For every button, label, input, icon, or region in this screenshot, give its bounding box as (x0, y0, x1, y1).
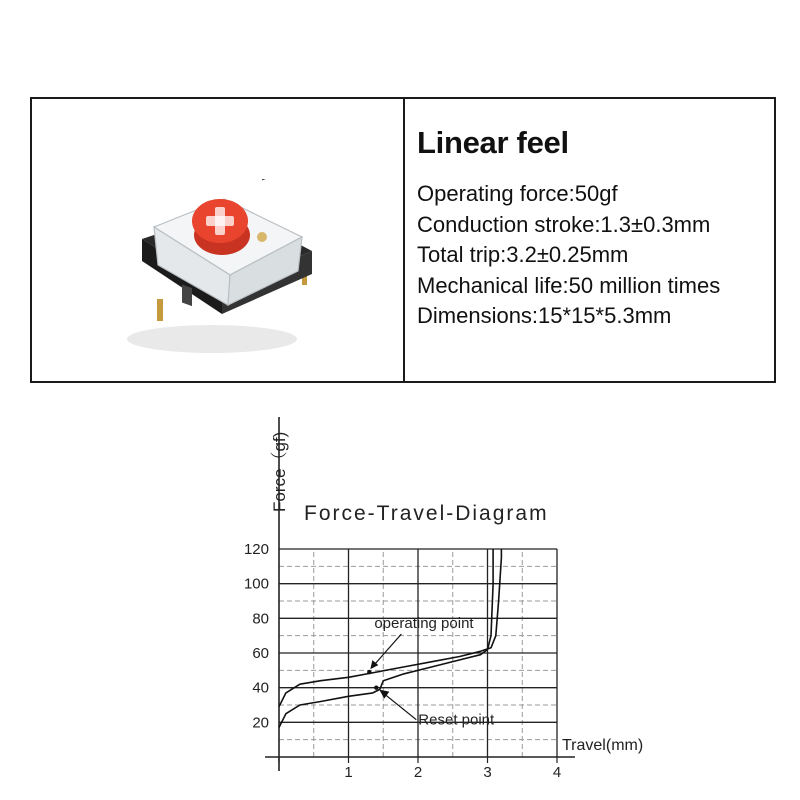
x-tick-label: 3 (483, 764, 492, 781)
reset-point-marker (374, 685, 378, 689)
spec-dimensions: Dimensions:15*15*5.3mm (417, 303, 672, 328)
stem-cross (206, 216, 234, 226)
y-axis-label: Force（gf) (270, 431, 289, 512)
force-curve-release (279, 549, 493, 728)
reset-point-label: Reset point (418, 711, 495, 729)
y-tick-label: 80 (252, 610, 269, 628)
chart-labels (244, 541, 561, 781)
force-travel-chart (0, 400, 800, 800)
spec-mechanical-life: Mechanical life:50 million times (417, 272, 721, 298)
spec-total-trip: Total trip:3.2±0.25mm (417, 242, 629, 267)
switch-led-slot (257, 232, 267, 242)
y-tick-label: 40 (252, 679, 269, 697)
x-tick-label: 4 (552, 764, 562, 781)
operating-point-marker (367, 670, 371, 674)
spec-conduction-stroke: Conduction stroke:1.3±0.3mm (417, 211, 711, 237)
y-tick-label: 60 (252, 645, 269, 662)
product-photo-cell (32, 99, 405, 381)
spec-text-cell (405, 99, 774, 381)
x-tick-label: 2 (413, 764, 423, 781)
operating-point-label: operating point (374, 615, 474, 633)
switch-window (182, 284, 192, 306)
photo-shadow (127, 325, 297, 353)
spec-table (30, 97, 776, 383)
feel-title: Linear feel (417, 125, 569, 160)
y-tick-label: 120 (243, 541, 269, 558)
y-tick-label: 100 (243, 575, 269, 593)
x-axis-label: Travel(mm) (562, 737, 644, 754)
switch-window (262, 179, 270, 180)
switch-pin (157, 299, 163, 321)
operating-point-arrow (371, 634, 401, 668)
switch-photo (112, 179, 322, 369)
chart-series (279, 549, 501, 728)
spec-operating-force: Operating force:50gf (417, 181, 618, 206)
x-tick-label: 1 (344, 764, 353, 781)
y-tick-label: 20 (252, 714, 269, 732)
chart-title: Force-Travel-Diagram (304, 502, 549, 525)
